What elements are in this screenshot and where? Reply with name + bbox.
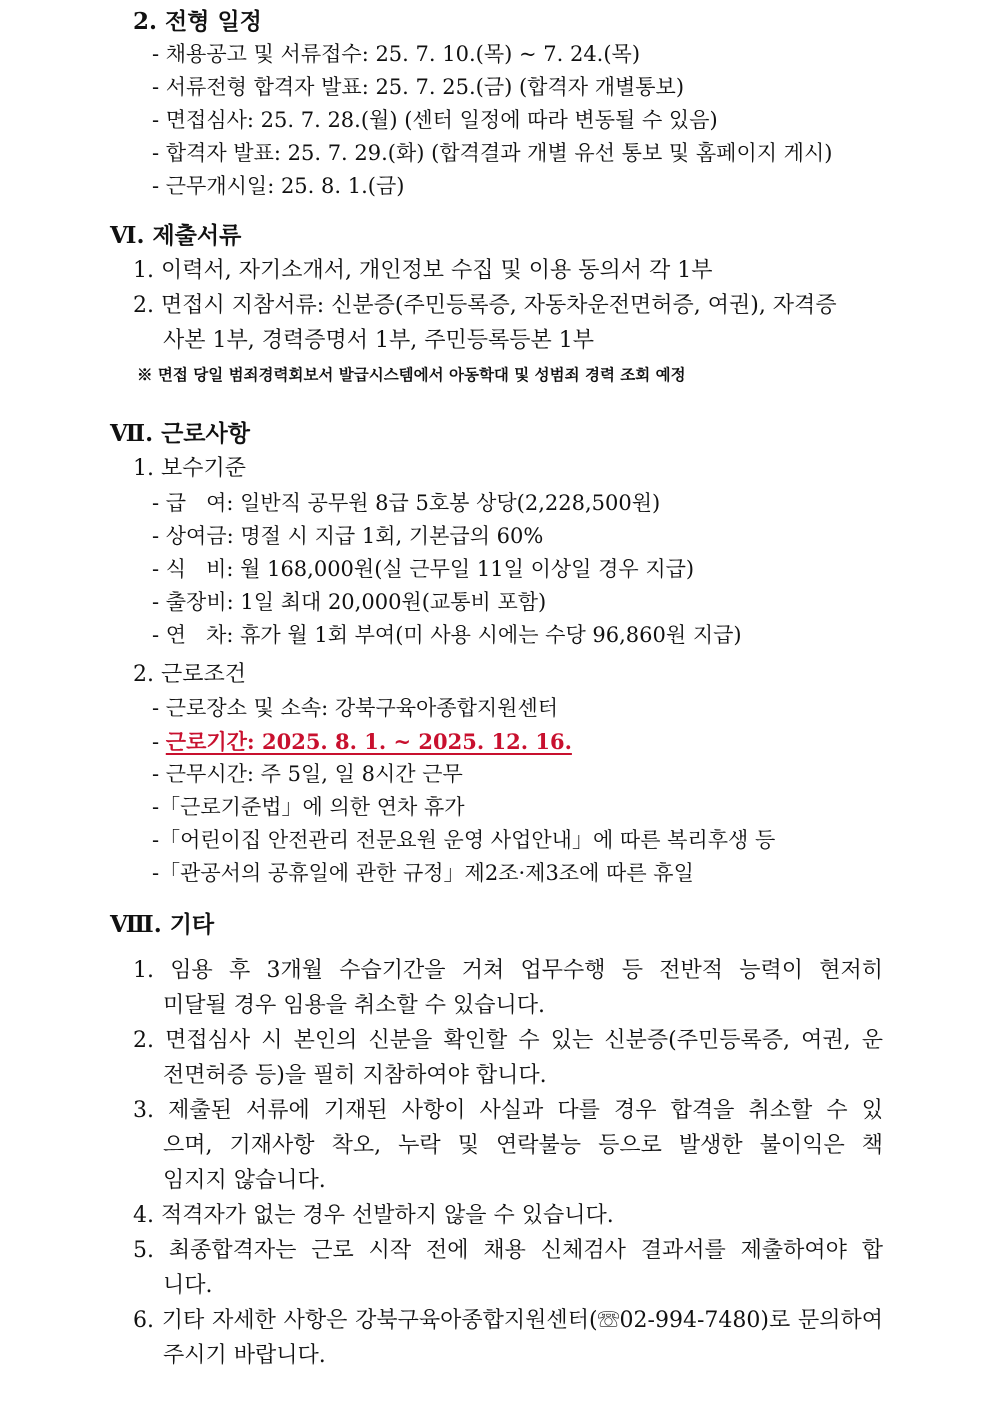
conditions-heading: 2. 근로조건 bbox=[133, 662, 246, 687]
documents-item: 2. 면접시 지참서류: 신분증(주민등록증, 자동차운전면허증, 여권), 자격증 bbox=[133, 293, 837, 318]
conditions-item: -「관공서의 공휴일에 관한 규정」제2조·제3조에 따른 휴일 bbox=[152, 861, 694, 885]
etc-line: 니다. bbox=[163, 1273, 213, 1298]
documents-note: ※ 면접 당일 범죄경력회보서 발급시스템에서 아동학대 및 성범죄 경력 조회 예정 bbox=[137, 365, 686, 384]
schedule-heading: 2. 전형 일정 bbox=[133, 8, 262, 35]
etc-line: 1. 임용 후 3개월 수습기간을 거쳐 업무수행 등 전반적 능력이 현저히 bbox=[133, 958, 883, 983]
etc-line: 주시기 바랍니다. bbox=[163, 1343, 326, 1368]
etc-heading: Ⅷ. 기타 bbox=[110, 911, 215, 938]
conditions-item: -「근로기준법」에 의한 연차 휴가 bbox=[152, 795, 465, 819]
schedule-item: - 합격자 발표: 25. 7. 29.(화) (합격결과 개별 유선 통보 및 홈페이지 게시) bbox=[152, 141, 833, 165]
etc-line: 으며, 기재사항 착오, 누락 및 연락불능 등으로 발생한 불이익은 책 bbox=[163, 1133, 883, 1158]
conditions-item: - 근무시간: 주 5일, 일 8시간 근무 bbox=[152, 762, 463, 786]
documents-heading: Ⅵ. 제출서류 bbox=[110, 222, 242, 249]
documents-item: 1. 이력서, 자기소개서, 개인정보 수집 및 이용 동의서 각 1부 bbox=[133, 258, 713, 283]
schedule-item: - 근무개시일: 25. 8. 1.(금) bbox=[152, 174, 405, 198]
pay-item: - 상여금: 명절 시 지급 1회, 기본급의 60% bbox=[152, 524, 544, 548]
work-heading: Ⅶ. 근로사항 bbox=[110, 420, 250, 447]
pay-item: - 출장비: 1일 최대 20,000원(교통비 포함) bbox=[152, 590, 547, 614]
etc-line: 임지지 않습니다. bbox=[163, 1168, 326, 1193]
etc-line: 미달될 경우 임용을 취소할 수 있습니다. bbox=[163, 993, 545, 1018]
conditions-item: - 근로장소 및 소속: 강북구육아종합지원센터 bbox=[152, 696, 559, 720]
schedule-item: - 서류전형 합격자 발표: 25. 7. 25.(금) (합격자 개별통보) bbox=[152, 75, 685, 99]
schedule-item: - 면접심사: 25. 7. 28.(월) (센터 일정에 따라 변동될 수 있음) bbox=[152, 108, 718, 132]
pay-heading: 1. 보수기준 bbox=[133, 456, 246, 481]
etc-line: 4. 적격자가 없는 경우 선발하지 않을 수 있습니다. bbox=[133, 1203, 614, 1228]
pay-item: - 식 비: 월 168,000원(실 근무일 11일 이상일 경우 지급) bbox=[152, 557, 695, 581]
period-dash: - bbox=[152, 730, 166, 754]
pay-item: - 연 차: 휴가 월 1회 부여(미 사용 시에는 수당 96,860원 지급) bbox=[152, 623, 742, 647]
etc-line: 6. 기타 자세한 사항은 강북구육아종합지원센터(☏02-994-7480)로 문의하여 bbox=[133, 1308, 883, 1333]
conditions-item: -「어린이집 안전관리 전문요원 운영 사업안내」에 따른 복리후생 등 bbox=[152, 828, 776, 852]
documents-item-cont: 사본 1부, 경력증명서 1부, 주민등록등본 1부 bbox=[163, 328, 594, 353]
work-period-highlight: 근로기간: 2025. 8. 1. ~ 2025. 12. 16. bbox=[165, 729, 572, 754]
etc-line: 2. 면접심사 시 본인의 신분을 확인할 수 있는 신분증(주민등록증, 여권, 운 bbox=[133, 1028, 883, 1053]
etc-line: 3. 제출된 서류에 기재된 사항이 사실과 다를 경우 합격을 취소할 수 있 bbox=[133, 1098, 883, 1123]
schedule-item: - 채용공고 및 서류접수: 25. 7. 10.(목) ~ 7. 24.(목) bbox=[152, 42, 641, 66]
pay-item: - 급 여: 일반직 공무원 8급 5호봉 상당(2,228,500원) bbox=[152, 491, 661, 515]
etc-line: 전면허증 등)을 필히 지참하여야 합니다. bbox=[163, 1063, 547, 1088]
conditions-period-row bbox=[152, 731, 572, 753]
etc-line: 5. 최종합격자는 근로 시작 전에 채용 신체검사 결과서를 제출하여야 합 bbox=[133, 1238, 883, 1263]
